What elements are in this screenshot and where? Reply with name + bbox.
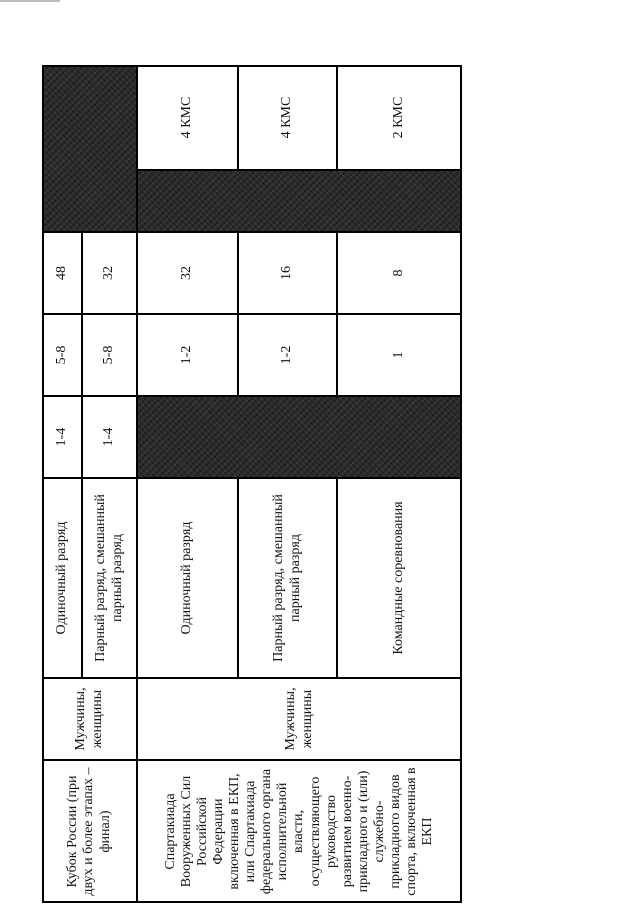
title-cell-2b: 4 КМС xyxy=(238,65,337,170)
range-cell-2a: 1-2 xyxy=(137,314,238,396)
count-cell-2c: 8 xyxy=(337,232,462,314)
place-cell-1a: 1-4 xyxy=(42,396,82,478)
scan-mark xyxy=(0,0,60,2)
place-cell-2-redacted xyxy=(137,396,462,478)
title-cell-1-redacted xyxy=(42,65,137,232)
range-cell-2c: 1 xyxy=(337,314,462,396)
place-cell-1b: 1-4 xyxy=(82,396,137,478)
count-cell-1a: 48 xyxy=(42,232,82,314)
title-cell-2-redacted xyxy=(137,170,462,232)
rotated-table xyxy=(42,65,462,903)
range-cell-1b: 5-8 xyxy=(82,314,137,396)
range-cell-2b: 1-2 xyxy=(238,314,337,396)
gender-cell-2: Мужчины, женщины xyxy=(137,678,462,760)
competition-spartakiad: Спартакиада Вооруженных Сил Российской Федерации включенная в ЕКП, или Спартакиада федерального органа исполнительной власти, осуществляющего руководство развитием военно-прикладного и (или) служебно-прикладного видов спорта, включенная в ЕКП xyxy=(137,760,462,903)
discipline-doubles-2: Парный разряд, смешанный парный разряд xyxy=(238,478,337,678)
title-cell-2c: 2 КМС xyxy=(337,65,462,170)
discipline-singles-1: Одиночный разряд xyxy=(42,478,82,678)
count-cell-2a: 32 xyxy=(137,232,238,314)
title-cell-2a: 4 КМС xyxy=(137,65,238,170)
count-cell-1b: 32 xyxy=(82,232,137,314)
discipline-doubles-1: Парный разряд, смешанный парный разряд xyxy=(82,478,137,678)
gender-cell-1: Мужчины, женщины xyxy=(42,678,137,760)
range-cell-1a: 5-8 xyxy=(42,314,82,396)
competition-cup-russia: Кубок России (при двух и более этапах – финал) xyxy=(42,760,137,903)
count-cell-2b: 16 xyxy=(238,232,337,314)
discipline-singles-2: Одиночный разряд xyxy=(137,478,238,678)
discipline-team: Командные соревнования xyxy=(337,478,462,678)
